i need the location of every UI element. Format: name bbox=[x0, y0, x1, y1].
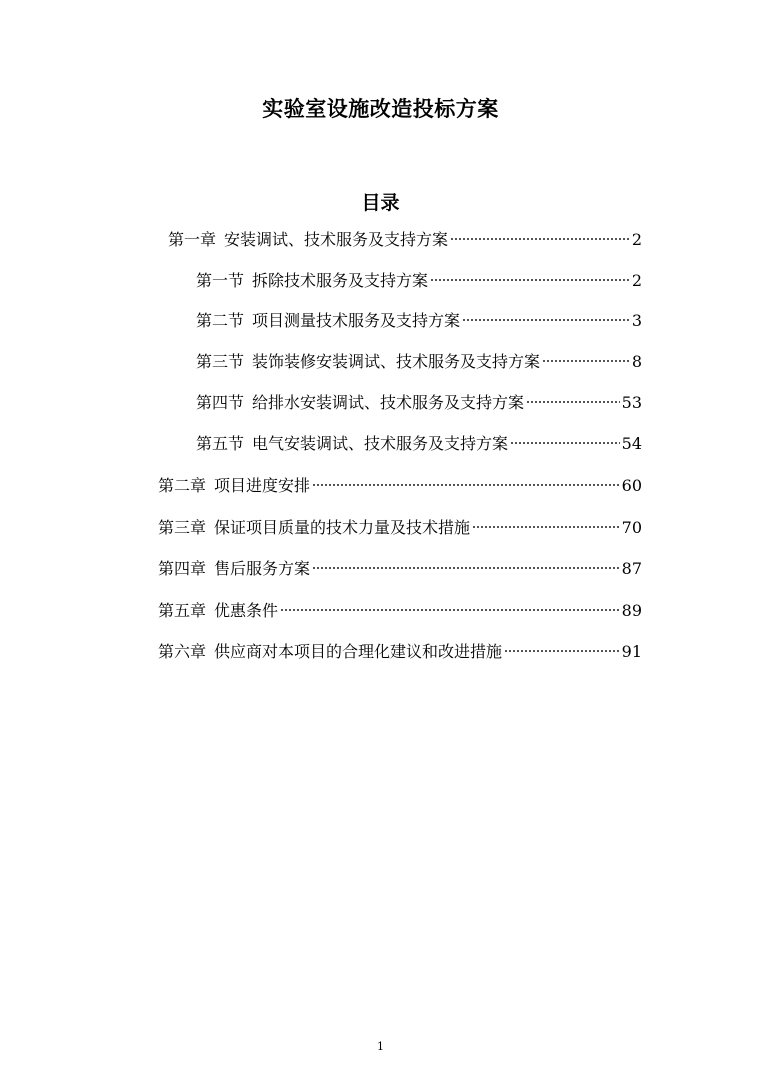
toc-entry-page: 60 bbox=[621, 476, 642, 495]
toc-entry-page: 2 bbox=[631, 230, 642, 249]
dot-leader bbox=[542, 343, 630, 367]
toc-entry-section-1-5[interactable] bbox=[196, 425, 642, 456]
toc-entry-chapter-6[interactable] bbox=[158, 633, 642, 664]
dot-leader bbox=[472, 509, 620, 533]
toc-entry-prefix: 第五节 bbox=[196, 434, 245, 453]
toc-entry-chapter-1[interactable] bbox=[168, 221, 642, 252]
toc-entry-section-1-1[interactable] bbox=[196, 262, 642, 293]
dot-leader bbox=[280, 592, 620, 616]
dot-leader bbox=[504, 633, 620, 657]
toc-entry-chapter-5[interactable] bbox=[158, 592, 642, 623]
toc-entry-text: 供应商对本项目的合理化建议和改进措施 bbox=[214, 642, 503, 661]
dot-leader bbox=[462, 302, 630, 326]
toc-entry-page: 8 bbox=[631, 352, 642, 371]
toc-entry-section-1-3[interactable] bbox=[196, 343, 642, 374]
toc-heading: 目录 bbox=[361, 192, 400, 214]
toc-entry-text: 保证项目质量的技术力量及技术措施 bbox=[214, 518, 471, 537]
toc-entry-page: 89 bbox=[621, 601, 642, 620]
toc-entry-text: 拆除技术服务及支持方案 bbox=[252, 271, 429, 290]
toc-entry-chapter-3[interactable] bbox=[158, 509, 642, 540]
toc-entry-page: 3 bbox=[631, 311, 642, 330]
toc-entry-text: 售后服务方案 bbox=[214, 559, 311, 578]
toc-entry-prefix: 第一章 bbox=[168, 230, 217, 249]
toc-entry-prefix: 第三节 bbox=[196, 352, 245, 371]
dot-leader bbox=[312, 467, 620, 491]
dot-leader bbox=[510, 425, 620, 449]
dot-leader bbox=[526, 384, 620, 408]
dot-leader bbox=[450, 221, 630, 245]
toc-entry-page: 53 bbox=[621, 393, 642, 412]
toc-entry-page: 70 bbox=[621, 518, 642, 537]
toc-entry-text: 优惠条件 bbox=[214, 601, 279, 620]
dot-leader bbox=[430, 262, 630, 286]
page-number: 1 bbox=[377, 1040, 384, 1053]
toc-entry-prefix: 第二节 bbox=[196, 311, 245, 330]
toc-entry-text: 项目测量技术服务及支持方案 bbox=[252, 311, 461, 330]
toc-entry-prefix: 第二章 bbox=[158, 476, 207, 495]
toc-entry-chapter-2[interactable] bbox=[158, 467, 642, 498]
document-title: 实验室设施改造投标方案 bbox=[262, 97, 499, 121]
toc-entry-page: 54 bbox=[621, 434, 642, 453]
toc-entry-prefix: 第六章 bbox=[158, 642, 207, 661]
toc-entry-prefix: 第四节 bbox=[196, 393, 245, 412]
dot-leader bbox=[312, 550, 620, 574]
toc-entry-chapter-4[interactable] bbox=[158, 550, 642, 581]
toc-entry-page: 2 bbox=[631, 271, 642, 290]
toc-entry-prefix: 第三章 bbox=[158, 518, 207, 537]
toc-entry-page: 87 bbox=[621, 559, 642, 578]
toc-entry-prefix: 第四章 bbox=[158, 559, 207, 578]
toc-entry-text: 给排水安装调试、技术服务及支持方案 bbox=[252, 393, 525, 412]
toc-entry-text: 装饰装修安装调试、技术服务及支持方案 bbox=[252, 352, 541, 371]
toc-entry-text: 电气安装调试、技术服务及支持方案 bbox=[252, 434, 509, 453]
toc-entry-text: 项目进度安排 bbox=[214, 476, 311, 495]
toc-entry-prefix: 第五章 bbox=[158, 601, 207, 620]
toc-entry-text: 安装调试、技术服务及支持方案 bbox=[224, 230, 449, 249]
toc-entry-page: 91 bbox=[621, 642, 642, 661]
toc-entry-section-1-2[interactable] bbox=[196, 302, 642, 333]
toc-entry-prefix: 第一节 bbox=[196, 271, 245, 290]
toc-entry-section-1-4[interactable] bbox=[196, 384, 642, 415]
